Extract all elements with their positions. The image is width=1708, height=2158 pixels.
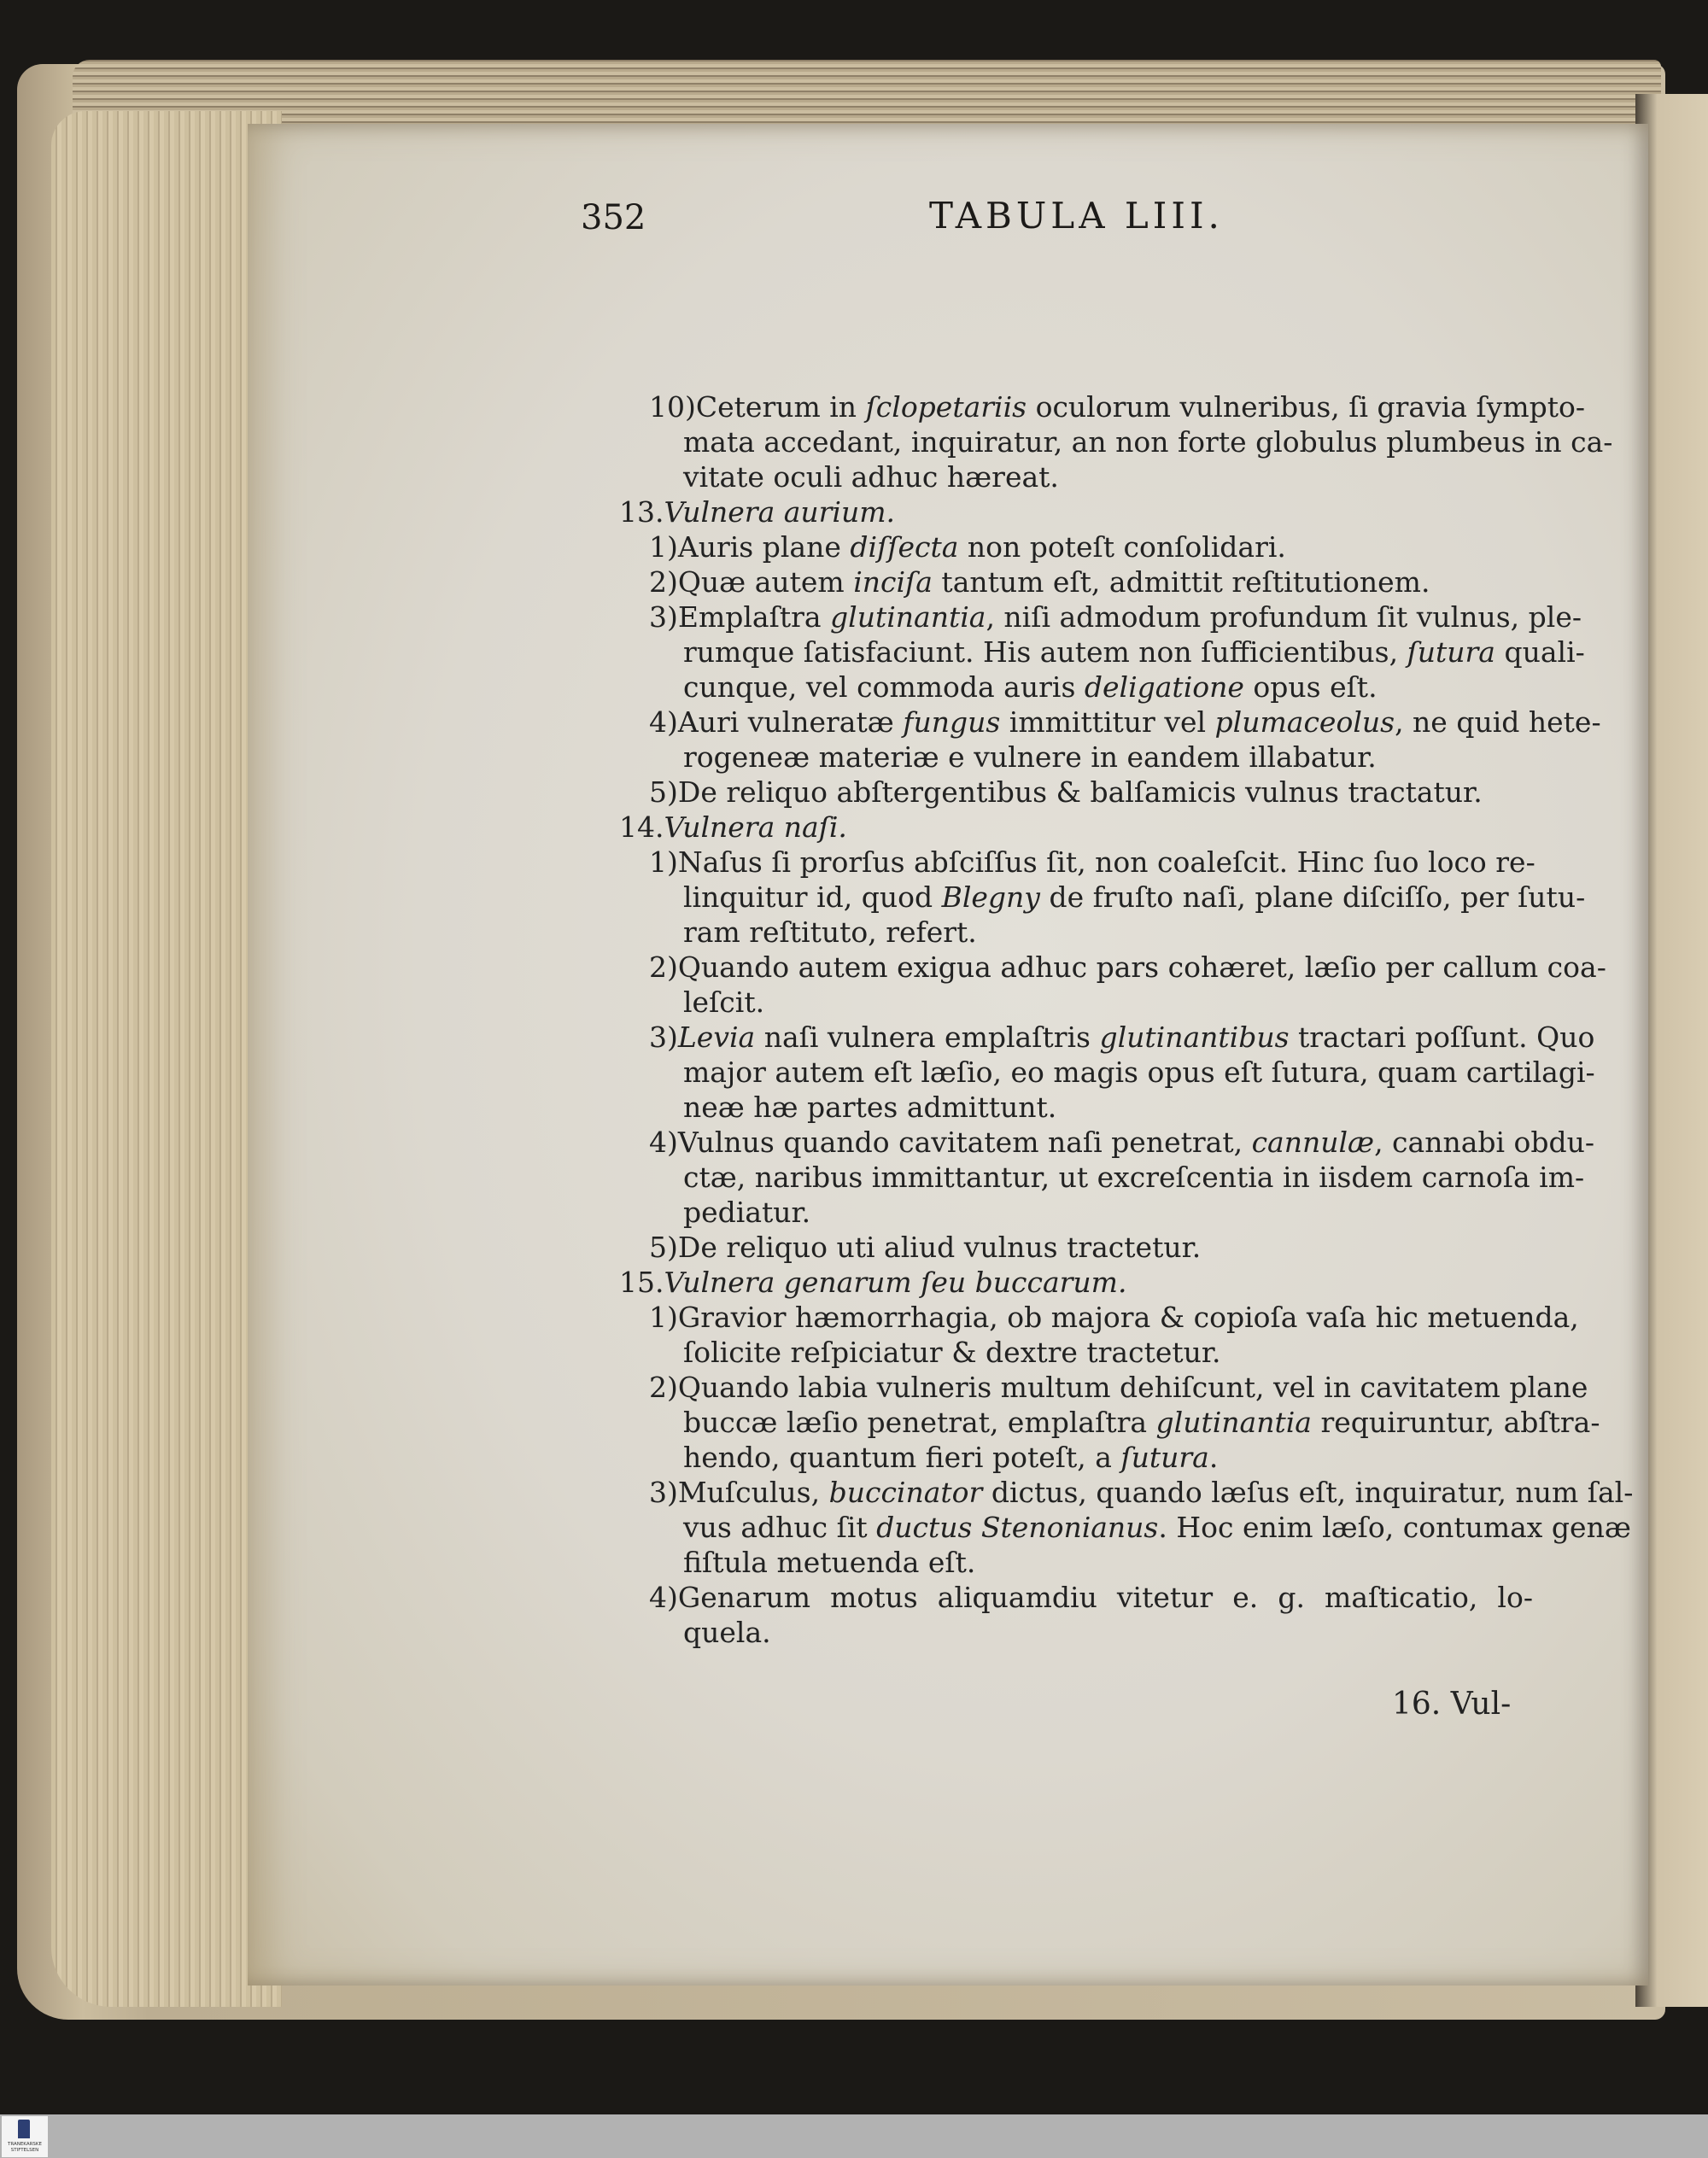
italic-term: plumaceolus <box>1214 705 1395 739</box>
text-run: ſolicite reſpiciatur & dextre tractetur. <box>683 1336 1221 1369</box>
text-run: ram reſtituto, refert. <box>683 915 977 949</box>
text-line-numbered <box>619 494 895 531</box>
text-line-numbered <box>649 774 1483 811</box>
text-line-numbered <box>649 1579 1533 1617</box>
italic-term: inciſa <box>853 565 933 599</box>
text-line <box>683 1054 1595 1091</box>
library-logo-icon <box>18 2120 30 2138</box>
text-line <box>683 634 1585 671</box>
italic-term: fungus <box>903 705 1001 739</box>
italic-term: Vulnera aurium. <box>664 495 896 529</box>
text-line-numbered <box>649 844 1533 881</box>
text-run: Quæ autem <box>677 565 854 599</box>
text-run: ctæ, naribus immittantur, ut excreſcentia in iisdem carnoſa im- <box>683 1161 1585 1194</box>
italic-term: glutinantia <box>830 600 986 634</box>
italic-term: glutinantia <box>1155 1406 1312 1439</box>
italic-term: ductus Stenonianus <box>876 1511 1159 1544</box>
item-number: 3) <box>649 1476 678 1509</box>
text-line <box>683 424 1613 461</box>
text-run: vitate oculi adhuc hæreat. <box>683 460 1059 494</box>
text-run: Vulnus quando cavitatem naſi penetrat, <box>677 1126 1252 1159</box>
item-number: 1) <box>649 845 678 879</box>
text-run: mata accedant, inquiratur, an non forte globulus plumbeus in ca- <box>683 425 1613 459</box>
item-number: 3) <box>649 600 678 634</box>
text-run: neæ hæ partes admittunt. <box>683 1091 1057 1124</box>
library-logo-text: TRANEKÄRSKE STIFTELSEN <box>8 2142 42 2153</box>
text-run: buccæ læſio penetrat, emplaſtra <box>683 1406 1156 1439</box>
library-logo <box>2 2116 48 2157</box>
running-head <box>0 195 1708 254</box>
text-run: pediatur. <box>683 1196 811 1229</box>
text-run: Quando labia vulneris multum dehiſcunt, vel in cavitatem plane <box>677 1371 1588 1404</box>
text-run: immittitur vel <box>1000 705 1215 739</box>
text-run: Quando autem exigua adhuc pars cohæret, læſio per callum coa- <box>677 950 1606 984</box>
text-run: . Hoc enim læſo, contumax genæ <box>1158 1511 1631 1544</box>
text-line <box>683 1509 1631 1547</box>
text-run: opus eſt. <box>1243 670 1378 704</box>
text-line-numbered <box>649 564 1430 601</box>
item-number: 3) <box>649 1021 678 1054</box>
text-run: Muſculus, <box>677 1476 829 1509</box>
text-run: Gravior hæmorrhagia, ob majora & copioſa vaſa hic metuenda, <box>677 1301 1579 1334</box>
text-run: linquitur id, quod <box>683 880 942 914</box>
text-line-numbered <box>649 389 1586 426</box>
text-run: Naſus ſi prorſus abſciſſus ſit, non coaleſcit. Hinc ſuo loco re- <box>677 845 1535 879</box>
text-line <box>683 669 1378 706</box>
text-line-numbered <box>649 1019 1595 1056</box>
text-line <box>683 879 1586 916</box>
viewer-footer-bar <box>0 2114 1708 2158</box>
italic-term: buccinator <box>828 1476 983 1509</box>
item-number: 15. <box>619 1266 664 1299</box>
text-run: De reliquo abſtergentibus & balſamicis vulnus tractatur. <box>677 775 1483 809</box>
text-run: dictus, quando læſus eſt, inquiratur, num ſal- <box>982 1476 1634 1509</box>
text-run: hendo, quantum fieri poteſt, a <box>683 1441 1121 1474</box>
text-run: quali- <box>1494 635 1585 669</box>
text-line <box>683 1334 1221 1371</box>
text-line-numbered <box>619 809 847 846</box>
item-number: 10) <box>649 390 696 424</box>
text-line <box>683 459 1059 496</box>
text-line <box>683 1439 1218 1477</box>
italic-term: glutinantibus <box>1099 1021 1290 1054</box>
text-run: oculorum vulneribus, ſi gravia ſympto- <box>1027 390 1586 424</box>
text-run: . <box>1208 1441 1219 1474</box>
item-number: 14. <box>619 810 664 844</box>
item-number: 1) <box>649 530 678 564</box>
text-run: quela. <box>683 1616 771 1649</box>
text-run: non poteſt conſolidari. <box>958 530 1286 564</box>
item-number: 5) <box>649 775 678 809</box>
text-line-numbered <box>649 1299 1579 1336</box>
text-line-numbered <box>649 704 1601 741</box>
text-line <box>683 1404 1600 1442</box>
item-number: 2) <box>649 950 678 984</box>
italic-term: ſutura <box>1407 635 1495 669</box>
text-line <box>683 739 1377 776</box>
text-run: Auris plane <box>677 530 851 564</box>
text-line <box>683 984 764 1021</box>
item-number: 5) <box>649 1231 678 1264</box>
text-line-numbered <box>649 599 1582 636</box>
text-run: Emplaſtra <box>677 600 831 634</box>
text-run: Genarum motus aliquamdiu vitetur e. g. maſticatio, lo- <box>677 1581 1533 1614</box>
text-line-numbered <box>649 1474 1634 1512</box>
text-line <box>683 1089 1056 1126</box>
text-run: rumque ſatisfaciunt. His autem non ſufficientibus, <box>683 635 1407 669</box>
italic-term: Levia <box>677 1021 756 1054</box>
text-run: leſcit. <box>683 985 765 1019</box>
text-line <box>683 914 977 951</box>
item-number: 1) <box>649 1301 678 1334</box>
text-run: , ne quid hete- <box>1395 705 1601 739</box>
italic-term: deligatione <box>1084 670 1244 704</box>
text-run: major autem eſt læſio, eo magis opus eſt ſutura, quam cartilagi- <box>683 1056 1595 1089</box>
text-line <box>683 1194 810 1231</box>
text-run: De reliquo uti aliud vulnus tractetur. <box>677 1231 1202 1264</box>
text-run: de fruſto naſi, plane diſciſſo, per ſutu- <box>1039 880 1586 914</box>
text-line <box>683 1544 975 1582</box>
text-line-numbered <box>649 1124 1595 1161</box>
text-line-numbered <box>649 1229 1201 1266</box>
italic-term: ſclopetariis <box>865 390 1027 424</box>
text-run: rogeneæ materiæ e vulnere in eandem illabatur. <box>683 740 1377 774</box>
text-run: Ceterum in <box>695 390 866 424</box>
item-number: 4) <box>649 1581 678 1614</box>
item-number: 2) <box>649 565 678 599</box>
text-line <box>683 1159 1585 1196</box>
text-run: fiſtula metuenda eſt. <box>683 1546 976 1579</box>
item-number: 2) <box>649 1371 678 1404</box>
italic-term: cannulæ <box>1251 1126 1375 1159</box>
page-number: 352 <box>581 198 646 237</box>
item-number: 4) <box>649 705 678 739</box>
text-line <box>683 1614 771 1652</box>
italic-term: Vulnera naſi. <box>664 810 847 844</box>
text-line-numbered <box>649 1369 1588 1407</box>
text-run: Auri vulneratæ <box>677 705 904 739</box>
italic-term: Vulnera genarum ſeu buccarum. <box>664 1266 1127 1299</box>
text-run: , cannabi obdu- <box>1374 1126 1595 1159</box>
text-line-numbered <box>619 1264 1126 1301</box>
text-run: cunque, vel commoda auris <box>683 670 1085 704</box>
italic-term: Blegny <box>941 880 1040 914</box>
catchword: 16. Vul- <box>1392 1687 1512 1722</box>
italic-term: ſutura <box>1120 1441 1209 1474</box>
text-run: , niſi admodum profundum ſit vulnus, ple- <box>986 600 1582 634</box>
item-number: 4) <box>649 1126 678 1159</box>
text-run: tantum eſt, admittit reſtitutionem. <box>932 565 1430 599</box>
text-run: naſi vulnera emplaſtris <box>755 1021 1100 1054</box>
text-line-numbered <box>649 529 1286 566</box>
text-run: requiruntur, abſtra- <box>1311 1406 1600 1439</box>
item-number: 13. <box>619 495 664 529</box>
italic-term: diſſecta <box>850 530 959 564</box>
text-line-numbered <box>649 949 1606 986</box>
text-run: vus adhuc ſit <box>683 1511 877 1544</box>
text-run: tractari poſſunt. Quo <box>1289 1021 1595 1054</box>
running-title: TABULA LIII. <box>929 195 1224 237</box>
